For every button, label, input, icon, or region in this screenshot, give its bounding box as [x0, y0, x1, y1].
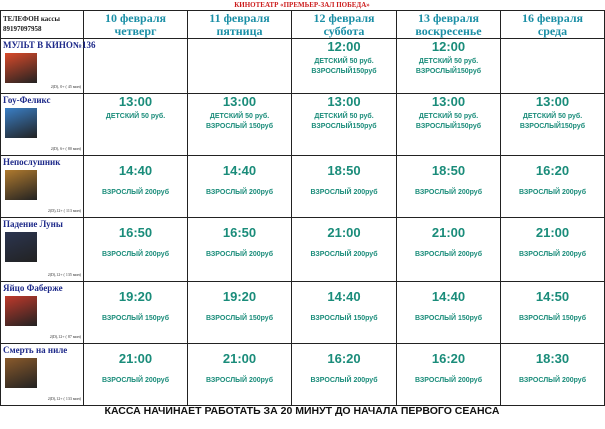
spacer	[397, 240, 500, 250]
show-time: 14:40	[327, 289, 361, 304]
showtime-cell	[84, 344, 188, 406]
ticket-price: ДЕТСКИЙ 50 руб.	[209, 113, 270, 120]
movie-title: МУЛЬТ В КИНО№136	[3, 40, 96, 50]
show-time: 16:50	[222, 225, 257, 240]
day-date: 16 февраля	[521, 11, 584, 25]
show-time: 19:20	[222, 289, 257, 304]
ticket-price: ВЗРОСЛЫЙ150руб	[311, 123, 377, 130]
day-weekday: четверг	[114, 24, 157, 38]
ticket-price: ВЗРОСЛЫЙ 200руб	[101, 251, 170, 258]
spacer	[501, 366, 604, 376]
show-time: 14:40	[118, 163, 153, 178]
show-time: 21:00	[535, 225, 570, 240]
showtime-cell	[292, 39, 397, 94]
spacer	[188, 178, 291, 188]
show-time: 16:50	[118, 225, 153, 240]
ticket-price: ВЗРОСЛЫЙ 150руб	[518, 315, 587, 322]
spacer	[501, 178, 604, 188]
spacer	[292, 304, 396, 314]
spacer	[501, 240, 604, 250]
showtime-cell	[188, 156, 292, 218]
showtime-cell	[397, 94, 501, 156]
movie-info: 2(D),12+ ( 133 мин)	[47, 396, 81, 401]
movie-info: 2(D), 6+ ( 80 мин)	[50, 146, 81, 151]
show-time: 21:00	[118, 351, 153, 366]
day-weekday: среда	[537, 24, 568, 38]
day-date: 12 февраля	[313, 11, 375, 25]
movie-cell	[1, 282, 84, 344]
ticket-price: ДЕТСКИЙ 50 руб.	[105, 113, 166, 120]
ticket-price: ВЗРОСЛЫЙ 150руб	[205, 315, 274, 322]
ticket-price: ВЗРОСЛЫЙ150руб	[519, 123, 586, 130]
ticket-price: ВЗРОСЛЫЙ 200руб	[518, 251, 587, 258]
movie-cell	[1, 156, 84, 218]
spacer	[188, 366, 291, 376]
show-time: 19:20	[118, 289, 153, 304]
show-time: 14:50	[535, 289, 570, 304]
movie-row	[1, 156, 605, 218]
movie-poster	[5, 232, 37, 262]
ticket-price: ВЗРОСЛЫЙ 200руб	[414, 251, 483, 258]
movie-title: Смерть на ниле	[3, 345, 68, 355]
phone-label: ТЕЛЕФОН кассы	[3, 15, 60, 23]
day-date: 11 февраля	[209, 11, 270, 25]
spacer	[397, 178, 500, 188]
ticket-price: ВЗРОСЛЫЙ 150руб	[310, 315, 378, 322]
ticket-price: ДЕТСКИЙ 50 руб.	[418, 58, 479, 65]
spacer	[292, 240, 396, 250]
movie-poster	[5, 53, 37, 83]
showtime-cell	[292, 156, 397, 218]
ticket-price: ВЗРОСЛЫЙ 150руб	[205, 123, 274, 130]
show-time: 13:00	[222, 94, 257, 109]
ticket-price: ВЗРОСЛЫЙ 200руб	[310, 251, 378, 258]
movie-title: Падение Луны	[3, 219, 63, 229]
showtime-cell	[84, 94, 188, 156]
movie-info: 2(D),12+ ( 135 мин)	[47, 272, 81, 277]
day-date: 10 февраля	[104, 11, 167, 25]
show-time: 16:20	[327, 351, 361, 366]
movie-row	[1, 218, 605, 282]
movie-poster	[5, 108, 37, 138]
movie-cell	[1, 218, 84, 282]
day-weekday: суббота	[323, 24, 365, 38]
ticket-price: ВЗРОСЛЫЙ 150руб	[414, 315, 483, 322]
ticket-price: ВЗРОСЛЫЙ 200руб	[414, 189, 483, 196]
showtime-cell	[292, 218, 397, 282]
day-header	[84, 11, 188, 39]
show-time: 12:00	[327, 39, 361, 54]
ticket-price: ДЕТСКИЙ 50 руб.	[522, 113, 583, 120]
ticket-price: ВЗРОСЛЫЙ150руб	[415, 68, 482, 75]
showtime-cell	[188, 94, 292, 156]
ticket-price: ДЕТСКИЙ 50 руб.	[418, 113, 479, 120]
show-time: 16:20	[431, 351, 466, 366]
ticket-price: ВЗРОСЛЫЙ 200руб	[310, 189, 378, 196]
show-time: 18:50	[431, 163, 466, 178]
phone-number: 89197097958	[3, 25, 42, 33]
show-time: 21:00	[431, 225, 466, 240]
movie-row	[1, 282, 605, 344]
movie-poster	[5, 170, 37, 200]
ticket-price: ВЗРОСЛЫЙ150руб	[311, 68, 377, 75]
movie-poster	[5, 296, 37, 326]
show-time: 14:40	[431, 289, 466, 304]
showtime-cell	[292, 282, 397, 344]
spacer	[84, 240, 187, 250]
show-time: 13:00	[431, 94, 466, 109]
spacer	[501, 304, 604, 314]
empty-cell	[501, 39, 605, 94]
movie-row	[1, 94, 605, 156]
show-time: 13:00	[535, 94, 570, 109]
phone-cell	[1, 11, 84, 39]
showtime-cell	[84, 218, 188, 282]
movie-cell	[1, 344, 84, 406]
spacer	[84, 178, 187, 188]
movie-title: Гоу-Феликс	[3, 95, 51, 105]
movie-row	[1, 344, 605, 406]
showtime-cell	[84, 282, 188, 344]
day-header	[292, 11, 397, 39]
ticket-price: ДЕТСКИЙ 50 руб.	[314, 113, 374, 120]
ticket-price: ВЗРОСЛЫЙ 150руб	[101, 315, 170, 322]
ticket-price: ВЗРОСЛЫЙ 200руб	[310, 377, 378, 384]
movie-poster	[5, 358, 37, 388]
day-date: 13 февраля	[417, 11, 480, 25]
showtime-cell	[501, 94, 605, 156]
movie-info: 2(D), 0+ ( 45 мин)	[50, 84, 81, 89]
footer-notice: КАССА НАЧИНАЕТ РАБОТАТЬ ЗА 20 МИНУТ ДО НАЧАЛА ПЕРВОГО СЕАНСА	[104, 405, 500, 417]
page-title: КИНОТЕАТР «ПРЕМЬЕР-ЗАЛ ПОБЕДА»	[234, 1, 370, 9]
movie-title: Непослушник	[3, 157, 61, 167]
showtime-cell	[397, 282, 501, 344]
ticket-price: ВЗРОСЛЫЙ 200руб	[101, 189, 170, 196]
showtime-cell	[397, 156, 501, 218]
ticket-price: ВЗРОСЛЫЙ 200руб	[518, 189, 587, 196]
spacer	[292, 366, 396, 376]
empty-cell	[188, 39, 292, 94]
movie-info: 2(D),12+ ( 87 мин)	[49, 334, 81, 339]
showtime-cell	[501, 344, 605, 406]
day-weekday: воскресенье	[415, 24, 482, 38]
spacer	[397, 366, 500, 376]
header-row	[1, 11, 605, 39]
show-time: 12:00	[431, 39, 466, 54]
showtime-cell	[501, 156, 605, 218]
movie-title: Яйцо Фаберже	[3, 283, 63, 293]
ticket-price: ДЕТСКИЙ 50 руб.	[314, 58, 374, 65]
showtime-cell	[501, 282, 605, 344]
showtime-cell	[397, 218, 501, 282]
ticket-price: ВЗРОСЛЫЙ150руб	[415, 123, 482, 130]
ticket-price: ВЗРОСЛЫЙ 200руб	[414, 377, 483, 384]
day-header	[501, 11, 605, 39]
ticket-price: ВЗРОСЛЫЙ 200руб	[518, 377, 587, 384]
spacer	[84, 366, 187, 376]
ticket-price: ВЗРОСЛЫЙ 200руб	[205, 251, 274, 258]
schedule-table	[0, 10, 605, 406]
showtime-cell	[501, 218, 605, 282]
movie-cell	[1, 94, 84, 156]
show-time: 21:00	[327, 225, 361, 240]
show-time: 21:00	[222, 351, 257, 366]
showtime-cell	[397, 344, 501, 406]
showtime-cell	[292, 94, 397, 156]
ticket-price: ВЗРОСЛЫЙ 200руб	[205, 377, 274, 384]
ticket-price: ВЗРОСЛЫЙ 200руб	[205, 189, 274, 196]
show-time: 13:00	[118, 94, 153, 109]
show-time: 13:00	[327, 94, 361, 109]
spacer	[188, 240, 291, 250]
showtime-cell	[188, 218, 292, 282]
spacer	[292, 178, 396, 188]
show-time: 14:40	[222, 163, 257, 178]
movie-cell	[1, 39, 96, 94]
showtime-cell	[188, 344, 292, 406]
spacer	[397, 304, 500, 314]
showtime-cell	[292, 344, 397, 406]
empty-cell	[84, 39, 188, 94]
ticket-price: ВЗРОСЛЫЙ 200руб	[101, 377, 170, 384]
spacer	[84, 304, 187, 314]
show-time: 16:20	[535, 163, 570, 178]
day-weekday: пятница	[216, 24, 263, 38]
showtime-cell	[188, 282, 292, 344]
day-header	[397, 11, 501, 39]
show-time: 18:50	[327, 163, 361, 178]
showtime-cell	[84, 156, 188, 218]
day-header	[188, 11, 292, 39]
show-time: 18:30	[535, 351, 570, 366]
movie-info: 2(D),12+ ( 113 мин)	[47, 208, 81, 213]
spacer	[188, 304, 291, 314]
movie-row	[1, 39, 605, 94]
showtime-cell	[397, 39, 501, 94]
